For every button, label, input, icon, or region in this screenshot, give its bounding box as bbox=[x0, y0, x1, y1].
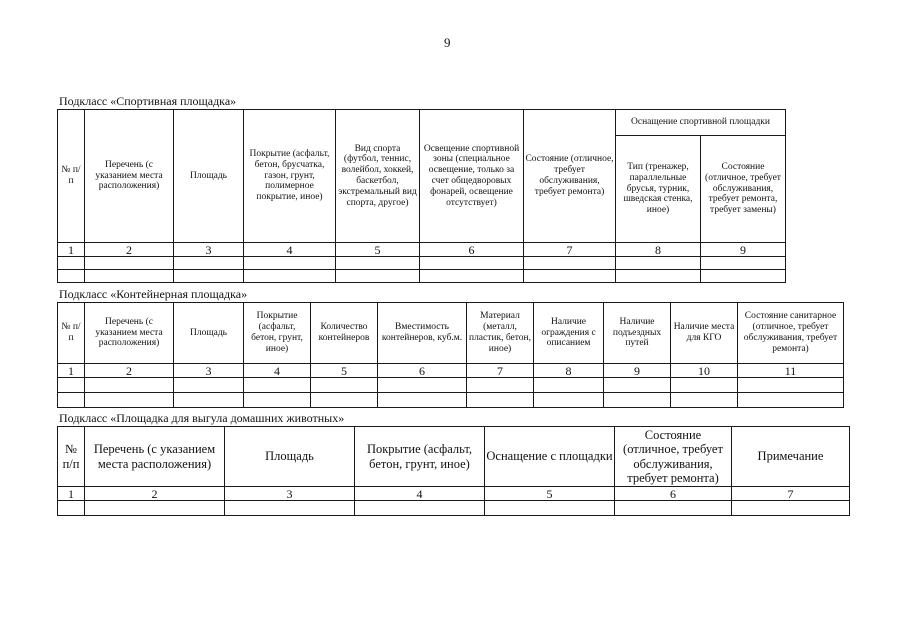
column-number: 5 bbox=[336, 243, 420, 257]
container-ground-table bbox=[57, 302, 844, 408]
header-cell: Площадь bbox=[174, 110, 244, 243]
column-number: 3 bbox=[174, 243, 244, 257]
column-number: 10 bbox=[671, 364, 738, 378]
column-number: 5 bbox=[311, 364, 378, 378]
header-cell: № п/п bbox=[58, 303, 85, 364]
header-cell: Примечание bbox=[732, 427, 850, 487]
header-cell: Площадь bbox=[225, 427, 355, 487]
section-title-sports: Подкласс «Спортивная площадка» bbox=[59, 94, 237, 108]
column-number: 11 bbox=[738, 364, 844, 378]
column-number: 4 bbox=[244, 364, 311, 378]
column-number: 6 bbox=[615, 487, 732, 501]
sports-ground-table bbox=[57, 109, 786, 283]
table-row bbox=[58, 501, 850, 516]
column-number: 1 bbox=[58, 243, 85, 257]
column-number: 1 bbox=[58, 364, 85, 378]
header-cell: Состояние санитарное (отличное, требует обслуживания, требует ремонта) bbox=[738, 303, 844, 364]
header-cell: Тип (тренажер, параллельные брусья, турник, шведская стенка, иное) bbox=[616, 136, 701, 243]
header-cell: Оснащение с площадки bbox=[485, 427, 615, 487]
pet-ground-table bbox=[57, 426, 850, 516]
column-number: 4 bbox=[244, 243, 336, 257]
header-cell: Освещение спортивной зоны (специальное освещение, только за счет общедворовых фонарей, освещение отсутствует) bbox=[420, 110, 524, 243]
column-number: 3 bbox=[225, 487, 355, 501]
column-number: 8 bbox=[534, 364, 604, 378]
table-row bbox=[58, 270, 786, 283]
column-number: 9 bbox=[604, 364, 671, 378]
column-number: 7 bbox=[524, 243, 616, 257]
column-number: 7 bbox=[467, 364, 534, 378]
column-number: 5 bbox=[485, 487, 615, 501]
header-cell: Покрытие (асфальт, бетон, брусчатка, газон, грунт, полимерное покрытие, иное) bbox=[244, 110, 336, 243]
header-cell: Покрытие (асфальт, бетон, грунт, иное) bbox=[244, 303, 311, 364]
section-title-pets: Подкласс «Площадка для выгула домашних животных» bbox=[59, 411, 345, 425]
header-cell: Перечень (с указанием места расположения) bbox=[85, 427, 225, 487]
section-title-container: Подкласс «Контейнерная площадка» bbox=[59, 287, 248, 301]
header-cell: Наличие места для КГО bbox=[671, 303, 738, 364]
column-number: 2 bbox=[85, 243, 174, 257]
table-row bbox=[58, 257, 786, 270]
header-cell: Количество контейнеров bbox=[311, 303, 378, 364]
column-number: 9 bbox=[701, 243, 786, 257]
header-cell: Состояние (отличное, требует обслуживания, требует ремонта) bbox=[524, 110, 616, 243]
column-number: 6 bbox=[420, 243, 524, 257]
table-row bbox=[58, 393, 844, 408]
group-header-cell: Оснащение спортивной площадки bbox=[616, 110, 786, 136]
page-number: 9 bbox=[444, 35, 451, 50]
column-number: 3 bbox=[174, 364, 244, 378]
header-cell: Вместимость контейнеров, куб.м. bbox=[378, 303, 467, 364]
header-cell: Состояние (отличное, требует обслуживания, требует ремонта, требует замены) bbox=[701, 136, 786, 243]
header-cell: Площадь bbox=[174, 303, 244, 364]
column-number: 2 bbox=[85, 487, 225, 501]
table-row bbox=[58, 378, 844, 393]
header-cell: Вид спорта (футбол, теннис, волейбол, хоккей, баскетбол, экстремальный вид спорта, другое) bbox=[336, 110, 420, 243]
header-cell: Покрытие (асфальт, бетон, грунт, иное) bbox=[355, 427, 485, 487]
column-number: 4 bbox=[355, 487, 485, 501]
column-number: 6 bbox=[378, 364, 467, 378]
column-number: 7 bbox=[732, 487, 850, 501]
header-cell: Перечень (с указанием места расположения) bbox=[85, 303, 174, 364]
header-cell: Состояние (отличное, требует обслуживания, требует ремонта) bbox=[615, 427, 732, 487]
header-cell: № п/п bbox=[58, 110, 85, 243]
column-number: 8 bbox=[616, 243, 701, 257]
header-cell: Перечень (с указанием места расположения) bbox=[85, 110, 174, 243]
column-number: 2 bbox=[85, 364, 174, 378]
header-cell: № п/п bbox=[58, 427, 85, 487]
header-cell: Материал (металл, пластик, бетон, иное) bbox=[467, 303, 534, 364]
header-cell: Наличие подъездных путей bbox=[604, 303, 671, 364]
header-cell: Наличие ограждения с описанием bbox=[534, 303, 604, 364]
column-number: 1 bbox=[58, 487, 85, 501]
